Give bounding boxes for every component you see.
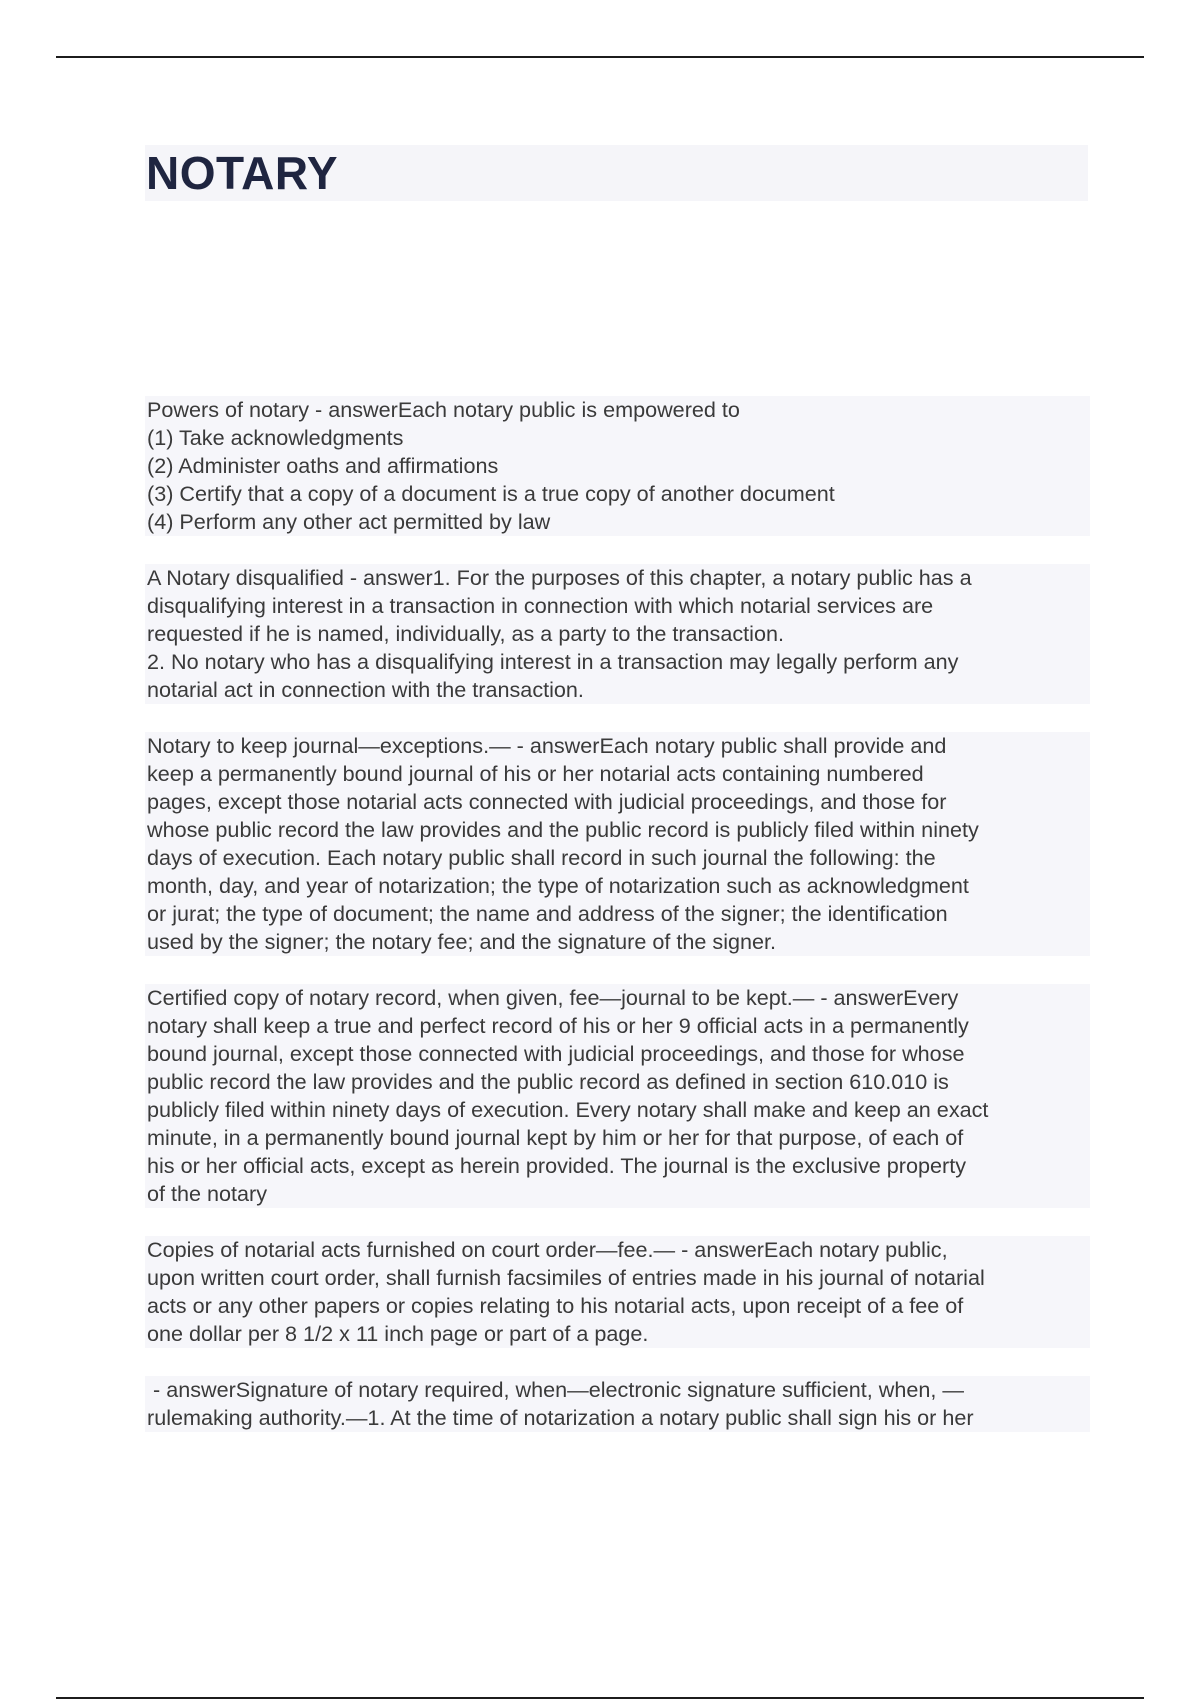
entry-line: 2. No notary who has a disqualifying interest in a transaction may legally perform any [147, 649, 959, 674]
entry-line: (1) Take acknowledgments [147, 425, 404, 450]
entry-line: (2) Administer oaths and affirmations [147, 453, 499, 478]
entry-line: A Notary disqualified - answer1. For the purposes of this chapter, a notary public has a [147, 565, 972, 590]
entry-line: Certified copy of notary record, when given, fee—journal to be kept.— - answerEvery [147, 985, 959, 1010]
entry-line: one dollar per 8 1/2 x 11 inch page or part of a page. [147, 1321, 649, 1346]
entry-notary-journal [145, 732, 1090, 956]
entry-line: requested if he is named, individually, as a party to the transaction. [147, 621, 784, 646]
entry-copies-court-order [145, 1236, 1090, 1348]
entry-line: whose public record the law provides and the public record is publicly filed within ninety [147, 817, 979, 842]
entry-line: or jurat; the type of document; the name and address of the signer; the identification [147, 901, 948, 926]
entry-line: acts or any other papers or copies relating to his notarial acts, upon receipt of a fee of [147, 1293, 964, 1318]
entry-line: - answerSignature of notary required, when—electronic signature sufficient, when, — [147, 1377, 964, 1402]
entry-line: keep a permanently bound journal of his or her notarial acts containing numbered [147, 761, 924, 786]
entry-line: upon written court order, shall furnish facsimiles of entries made in his journal of notarial [147, 1265, 985, 1290]
top-rule [56, 56, 1144, 58]
page-title: NOTARY [146, 147, 339, 199]
entry-line: publicly filed within ninety days of execution. Every notary shall make and keep an exact [147, 1097, 989, 1122]
entry-powers-of-notary [145, 396, 1090, 536]
entry-certified-copy [145, 984, 1090, 1208]
entry-line: public record the law provides and the public record as defined in section 610.010 is [147, 1069, 949, 1094]
entry-line: notary shall keep a true and perfect record of his or her 9 official acts in a permanently [147, 1013, 969, 1038]
entry-line: Copies of notarial acts furnished on court order—fee.— - answerEach notary public, [147, 1237, 948, 1262]
entry-line: (4) Perform any other act permitted by law [147, 509, 551, 534]
entry-line: his or her official acts, except as herein provided. The journal is the exclusive property [147, 1153, 966, 1178]
entry-line: disqualifying interest in a transaction in connection with which notarial services are [147, 593, 934, 618]
entry-line: pages, except those notarial acts connected with judicial proceedings, and those for [147, 789, 947, 814]
entry-line: Powers of notary - answerEach notary public is empowered to [147, 397, 740, 422]
entry-line: days of execution. Each notary public shall record in such journal the following: the [147, 845, 936, 870]
entry-line: minute, in a permanently bound journal kept by him or her for that purpose, of each of [147, 1125, 964, 1150]
entry-notary-disqualified [145, 564, 1090, 704]
entry-line: bound journal, except those connected with judicial proceedings, and those for whose [147, 1041, 965, 1066]
entry-line: (3) Certify that a copy of a document is a true copy of another document [147, 481, 835, 506]
entry-line: Notary to keep journal—exceptions.— - answerEach notary public shall provide and [147, 733, 947, 758]
entry-line: notarial act in connection with the transaction. [147, 677, 584, 702]
entry-line: month, day, and year of notarization; the type of notarization such as acknowledgment [147, 873, 969, 898]
entry-line: used by the signer; the notary fee; and the signature of the signer. [147, 929, 777, 954]
bottom-rule [56, 1697, 1144, 1699]
entry-line: of the notary [147, 1181, 268, 1206]
document-body [145, 396, 1090, 1460]
entry-line: rulemaking authority.—1. At the time of notarization a notary public shall sign his or her [147, 1405, 974, 1430]
entry-signature-required [145, 1376, 1090, 1432]
